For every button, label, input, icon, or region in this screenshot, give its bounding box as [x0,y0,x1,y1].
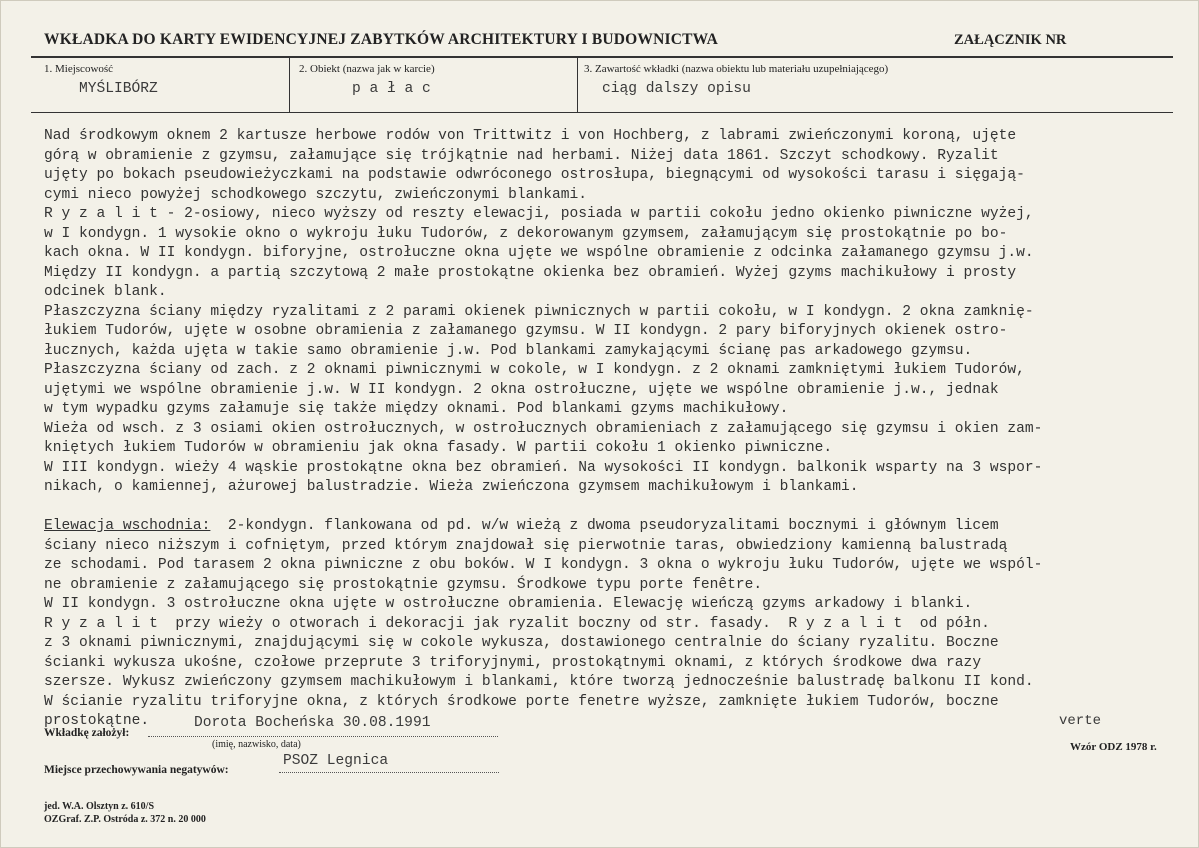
description-line: ze schodami. Pod tarasem 2 okna piwniczne z obu boków. W I kondygn. 3 okna o wykroju łuku Tudorów, ujęte we wspól- [44,557,1043,573]
description-line: Między II kondygn. a partią szczytową 2 małe prostokątne okienka bez obramień. Wyżej gzyms machikułowy i prosty [44,264,1017,281]
object-value: p a ł a c [352,81,431,97]
description-line: ścianki wykusza ukośne, czołowe przeprute 3 triforyjnymi, prostokątnymi oknami, z których środkowe dwa razy [44,654,982,671]
prepared-by-line [148,736,498,737]
description-line: prostokątne. [44,713,150,729]
description-line: górą w obramienie z gzymsu, załamujące się trójkątnie nad herbami. Niżej data 1861. Szczyt schodkowy. Ryzalit [44,147,999,164]
description-line: łukiem Tudorów, ujęte w osobne obramienia z załamanego gzymsu. W II kondygn. 2 pary biforyjnych okienek ostro- [44,323,1008,339]
field-divider-2 [577,57,578,112]
description-line: Płaszczyzna ściany od zach. z 2 oknami piwnicznymi w cokole, w I kondygn. z 2 oknami zamkniętymi łukiem Tudorów, [44,362,1025,378]
description-line: odcinek blank. [44,284,167,300]
description-line: kach okna. W II kondygn. biforyjne, ostrołuczne okna ujęte we wspólne obramienie z odcinka załamanego gzymsu j.w. [44,245,1034,261]
negatives-storage-line [279,772,499,773]
description-line: szersze. Wykusz zwieńczony gzymsem machikułowym i blankami, które tworzą jednocześnie balustradę balkonu II kond. [44,674,1034,690]
form-code: Wzór ODZ 1978 r. [1070,741,1157,753]
locality-value: MYŚLIBÓRZ [79,81,158,97]
verte-text: verte [1059,713,1102,729]
description-line: R y z a l i t - 2-osiowy, nieco wyższy od reszty elewacji, posiada w partii cokołu jedno okienko piwniczne wyżej, [44,206,1034,222]
card-title: WKŁADKA DO KARTY EWIDENCYJNEJ ZABYTKÓW ARCHITEKTURY I BUDOWNICTWA [44,31,719,48]
header-rule-top [31,56,1173,58]
description-line: kniętych łukiem Tudorów w obramieniu jak okna fasady. W partii cokołu 1 okienko piwniczne. [44,440,833,456]
description-line: W ścianie ryzalitu triforyjne okna, z których środkowe porte fenetre wyższe, zamknięte łukiem Tudorów, boczne [44,693,999,710]
prepared-by-value: Dorota Bocheńska 30.08.1991 [194,715,431,731]
description-line: Wieża od wsch. z 3 osiami okien ostrołucznych, w ostrołucznych obramieniach z załamującego się gzymsu i okien zam- [44,420,1043,437]
description-line: Elewacja wschodnia: 2-kondygn. flankowana od pd. w/w wieżą z dwoma pseudoryzalitami bocznymi i głównym licem [44,518,999,534]
description-line: cymi nieco powyżej schodkowego szczytu, zwieńczonymi blankami. [44,186,587,203]
description-line [44,498,1184,518]
description-line: ne obramienie z załamującego się prostokątnie gzymsu. Środkowe typu porte fenêtre. [44,576,763,593]
section-heading: Elewacja wschodnia: [44,518,211,534]
description-line: ujęty po bokach pseudowieżyczkami na podstawie odwróconego ostrosłupa, biegnącymi od wysokości tarasu i sięgają- [44,167,1025,183]
prepared-by-label: Wkładkę założył: [44,727,130,739]
description-line: w I kondygn. 1 wysokie okno o wykroju łuku Tudorów, z dekorowanym gzymsem, załamującym się prostokątnie po bo- [44,225,1008,242]
attachment-number-label: ZAŁĄCZNIK NR [954,32,1067,48]
description-line: ściany nieco niższym i cofniętym, przed którym znajdował się pierwotnie taras, obwiedziony kamienną balustradą [44,537,1008,554]
content-label: 3. Zawartość wkładki (nazwa obiektu lub materiału uzupełniającego) [584,63,889,75]
description-line: nikach, o kamiennej, ażurowej balustradzie. Wieża zwieńczona gzymsem machikułowym i blankami. [44,479,859,495]
description-line: z 3 oknami piwnicznymi, znajdującymi się w cokole wykusza, dostawionego centralnie do ściany ryzalitu. Boczne [44,635,999,651]
description-line: Nad środkowym oknem 2 kartusze herbowe rodów von Trittwitz i von Hochberg, z labrami zwieńczonymi koroną, ujęte [44,128,1017,144]
printer-info-1: jed. W.A. Olsztyn z. 610/S [44,801,155,812]
description-line: łucznych, każda ujęta w takie samo obramienie j.w. Pod blankami zamykającymi ścianę pas arkadowego gzymsu. [44,342,973,359]
prepared-by-hint: (imię, nazwisko, data) [212,739,301,750]
field-divider-1 [289,57,290,112]
header-rule-bottom [31,112,1173,113]
description-line: W III kondygn. wieży 4 wąskie prostokątne okna bez obramień. Na wysokości II kondygn. balkonik wsparty na 3 wspor- [44,459,1043,476]
object-label: 2. Obiekt (nazwa jak w karcie) [299,63,435,75]
negatives-storage-label: Miejsce przechowywania negatywów: [44,764,229,776]
description-line: R y z a l i t przy wieży o otworach i dekoracji jak ryzalit boczny od str. fasady. R y z a l i t od półn. [44,615,990,632]
description-line: w tym wypadku gzyms załamuje się także między oknami. Pod blankami gzyms machikułowy. [44,401,789,417]
description-line: Płaszczyzna ściany między ryzalitami z 2 parami okienek piwnicznych w partii cokołu, w I kondygn. 2 okna zamknię- [44,303,1034,320]
description-body [44,127,1184,732]
description-line: W II kondygn. 3 ostrołuczne okna ujęte w ostrołuczne obramienia. Elewację wieńczą gzyms arkadowy i blanki. [44,596,973,612]
content-value: ciąg dalszy opisu [602,81,751,97]
printer-info-2: OZGraf. Z.P. Ostróda z. 372 n. 20 000 [44,814,206,825]
locality-label: 1. Miejscowość [44,63,114,75]
negatives-storage-value: PSOZ Legnica [283,753,389,769]
description-line: ujętymi we wspólne obramienie j.w. W II kondygn. 2 okna ostrołuczne, ujęte we wspólne obramienie j.w., jednak [44,381,999,398]
